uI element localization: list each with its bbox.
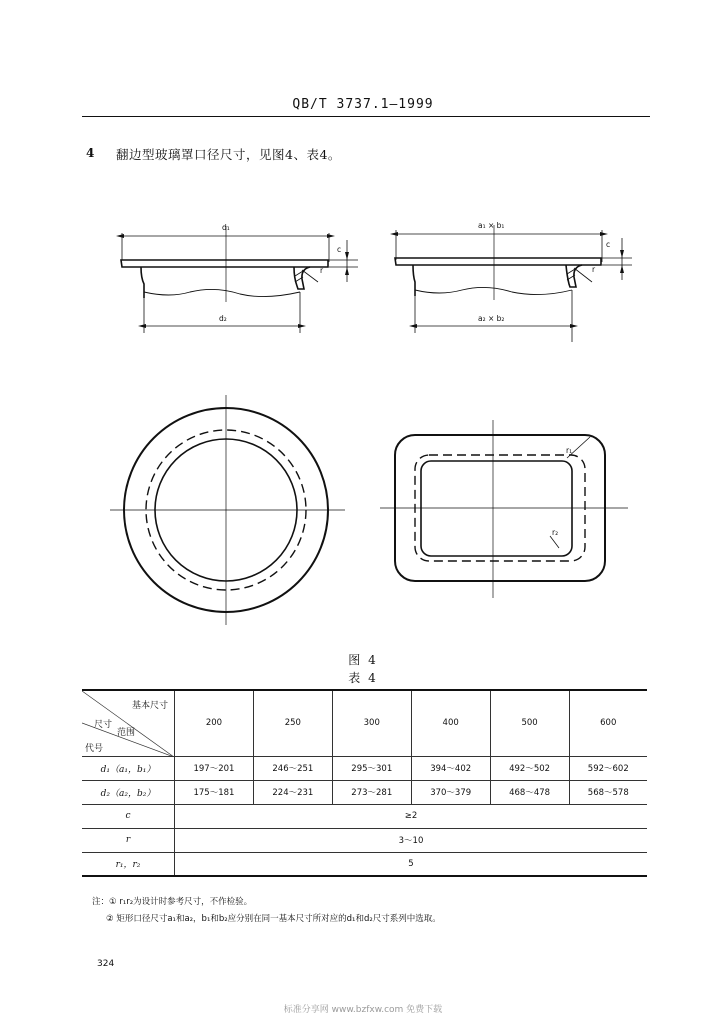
- standard-code: QB/T 3737.1—1999: [292, 97, 434, 112]
- r2-label: r₂: [552, 528, 559, 537]
- a2b2-label: a₂ × b₂: [478, 314, 505, 323]
- r1-label: r₁: [566, 446, 573, 455]
- table-cell-span: 3～10: [175, 828, 648, 852]
- section-number: 4: [86, 146, 95, 160]
- table-header-row: [82, 690, 647, 756]
- rect-plan-view: [380, 420, 628, 598]
- table-cell: 468～478: [490, 780, 569, 804]
- row-label: d₂（a₂，b₂）: [82, 780, 175, 804]
- table-cell: 492～502: [490, 756, 569, 780]
- d1-label: d₁: [222, 223, 230, 232]
- col-header: 200: [175, 690, 254, 756]
- col-header: 500: [490, 690, 569, 756]
- table-cell: 273～281: [332, 780, 411, 804]
- table-cell: 246～251: [253, 756, 332, 780]
- table-cell: 224～231: [253, 780, 332, 804]
- watermark: 标准分享网 www.bzfxw.com 免费下载: [283, 1005, 443, 1015]
- table-cell: 175～181: [175, 780, 254, 804]
- table-cell: 370～379: [411, 780, 490, 804]
- table-row-r1r2: [82, 852, 647, 876]
- table-cell-span: 5: [175, 852, 648, 876]
- table-cell-span: ≥2: [175, 804, 648, 828]
- table-cell: 394～402: [411, 756, 490, 780]
- table-note-2: ② 矩形口径尺寸a₁和a₂，b₁和b₂应分别在同一基本尺寸所对应的d₁和d₂尺寸系列中选取。: [106, 914, 441, 924]
- table-cell: 197～201: [175, 756, 254, 780]
- corner-top: 基本尺寸: [131, 701, 168, 711]
- table-row-d1: [82, 756, 647, 780]
- table-row-c: [82, 804, 647, 828]
- r-label-right: r: [592, 265, 596, 274]
- table-note-1: 注：① r₁r₂为设计时参考尺寸，不作检验。: [92, 897, 253, 907]
- table-cell: 295～301: [332, 756, 411, 780]
- corner-cell: [82, 690, 175, 756]
- corner-middle2: 范围: [117, 728, 136, 738]
- table-4: [82, 689, 647, 877]
- col-header: 300: [332, 690, 411, 756]
- corner-middle1: 尺寸: [94, 720, 113, 730]
- r-label-left: r: [320, 266, 324, 275]
- table-row-d2: [82, 780, 647, 804]
- round-plan-view: [110, 395, 345, 625]
- d2-label: d₂: [219, 314, 227, 323]
- table-row-r: [82, 828, 647, 852]
- figure-caption: 图 4: [348, 653, 378, 667]
- col-header: 600: [569, 690, 647, 756]
- page-number: 324: [97, 959, 115, 969]
- col-header: 400: [411, 690, 490, 756]
- row-label: c: [82, 804, 175, 828]
- c-label-left: c: [337, 245, 342, 254]
- round-elevation-view: [116, 226, 358, 333]
- corner-bottom: 代号: [85, 744, 104, 754]
- row-label: r: [82, 828, 175, 852]
- c-label-right: c: [606, 240, 611, 249]
- section-text: 翻边型玻璃罩口径尺寸，见图4、表4。: [116, 147, 341, 162]
- rect-elevation-view: [390, 225, 632, 342]
- table-caption: 表 4: [348, 671, 378, 685]
- table-cell: 568～578: [569, 780, 647, 804]
- row-label: r₁，r₂: [82, 852, 175, 876]
- col-header: 250: [253, 690, 332, 756]
- a1b1-label: a₁ × b₁: [478, 221, 505, 230]
- table-cell: 592～602: [569, 756, 647, 780]
- row-label: d₁（a₁，b₁）: [82, 756, 175, 780]
